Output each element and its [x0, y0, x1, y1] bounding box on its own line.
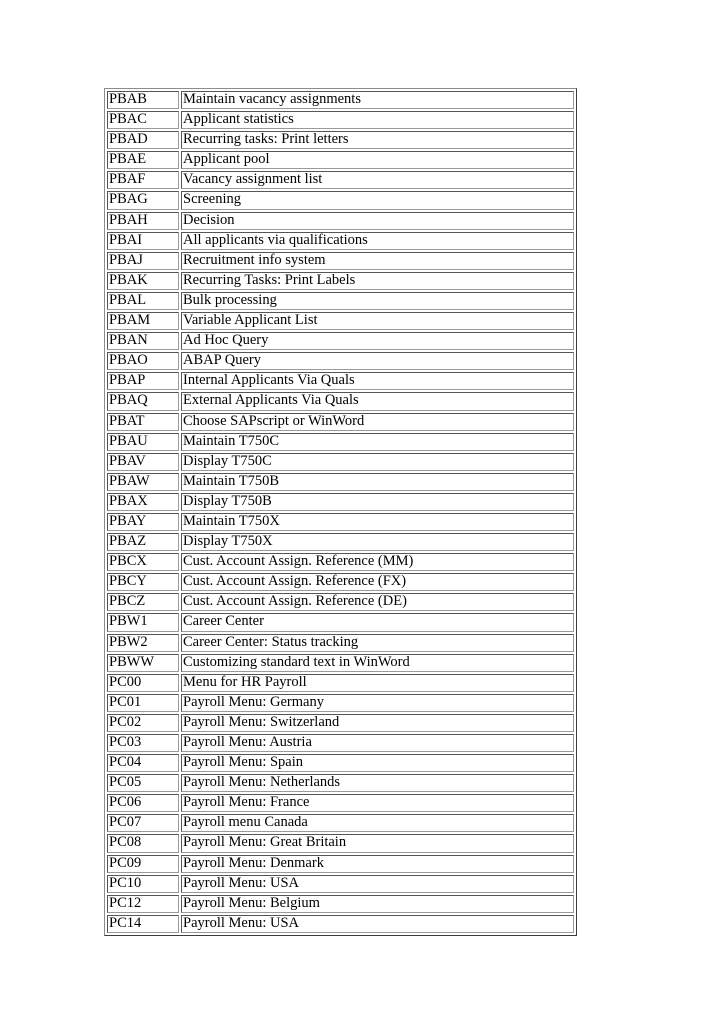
transaction-description-cell: Payroll Menu: Germany: [181, 694, 574, 712]
transaction-description-cell: All applicants via qualifications: [181, 232, 574, 250]
table-row: [106, 190, 575, 210]
table-row: [106, 693, 575, 713]
transaction-code-cell: PBAX: [107, 493, 179, 511]
transaction-code-cell: PC00: [107, 674, 179, 692]
transaction-code-cell: PBAN: [107, 332, 179, 350]
transaction-code-cell: PBAK: [107, 272, 179, 290]
table-row: [106, 432, 575, 452]
transaction-code-cell: PBAH: [107, 212, 179, 230]
transaction-code-cell: PC07: [107, 814, 179, 832]
table-row: [106, 592, 575, 612]
transaction-code-cell: PBAT: [107, 413, 179, 431]
table-row: [106, 170, 575, 190]
transaction-code-cell: PBCZ: [107, 593, 179, 611]
transaction-description-cell: Decision: [181, 212, 574, 230]
transaction-code-cell: PC05: [107, 774, 179, 792]
transaction-description-cell: Payroll Menu: Austria: [181, 734, 574, 752]
transaction-description-cell: Payroll Menu: USA: [181, 915, 574, 933]
transaction-description-cell: Internal Applicants Via Quals: [181, 372, 574, 390]
transaction-description-cell: Display T750C: [181, 453, 574, 471]
transaction-code-cell: PBAQ: [107, 392, 179, 410]
transaction-description-cell: Career Center: Status tracking: [181, 634, 574, 652]
transaction-description-cell: Maintain T750X: [181, 513, 574, 531]
transaction-code-cell: PBAF: [107, 171, 179, 189]
transaction-code-cell: PBCX: [107, 553, 179, 571]
transaction-description-cell: Career Center: [181, 613, 574, 631]
table-row: [106, 793, 575, 813]
table-row: [106, 492, 575, 512]
transaction-description-cell: Payroll menu Canada: [181, 814, 574, 832]
transaction-description-cell: Bulk processing: [181, 292, 574, 310]
table-row: [106, 733, 575, 753]
table-row: [106, 251, 575, 271]
table-row: [106, 311, 575, 331]
transaction-code-cell: PBAY: [107, 513, 179, 531]
transaction-code-cell: PC03: [107, 734, 179, 752]
transaction-code-cell: PBAZ: [107, 533, 179, 551]
transaction-description-cell: Recurring tasks: Print letters: [181, 131, 574, 149]
transaction-code-cell: PBAD: [107, 131, 179, 149]
transaction-description-cell: Cust. Account Assign. Reference (DE): [181, 593, 574, 611]
transaction-description-cell: Payroll Menu: USA: [181, 875, 574, 893]
transaction-description-cell: Choose SAPscript or WinWord: [181, 413, 574, 431]
transaction-code-cell: PBAP: [107, 372, 179, 390]
transaction-description-cell: Maintain vacancy assignments: [181, 91, 574, 109]
transaction-description-cell: Applicant statistics: [181, 111, 574, 129]
transaction-code-cell: PC02: [107, 714, 179, 732]
transaction-description-cell: Applicant pool: [181, 151, 574, 169]
table-row: [106, 612, 575, 632]
transaction-description-cell: Payroll Menu: Belgium: [181, 895, 574, 913]
transaction-code-cell: PC04: [107, 754, 179, 772]
transaction-code-cell: PC14: [107, 915, 179, 933]
transaction-description-cell: Payroll Menu: Switzerland: [181, 714, 574, 732]
table-row: [106, 271, 575, 291]
table-row: [106, 452, 575, 472]
transaction-code-cell: PBWW: [107, 654, 179, 672]
transaction-description-cell: Customizing standard text in WinWord: [181, 654, 574, 672]
table-row: [106, 833, 575, 853]
table-row: [106, 914, 575, 934]
transaction-code-cell: PC08: [107, 834, 179, 852]
transaction-description-cell: Cust. Account Assign. Reference (FX): [181, 573, 574, 591]
transaction-description-cell: External Applicants Via Quals: [181, 392, 574, 410]
transaction-code-table: [104, 88, 577, 936]
transaction-description-cell: Payroll Menu: Denmark: [181, 855, 574, 873]
transaction-code-cell: PBAU: [107, 433, 179, 451]
table-row: [106, 150, 575, 170]
table-row: [106, 673, 575, 693]
table-row: [106, 773, 575, 793]
transaction-description-cell: Display T750X: [181, 533, 574, 551]
table-row: [106, 130, 575, 150]
table-row: [106, 472, 575, 492]
table-row: [106, 90, 575, 110]
transaction-code-cell: PBAC: [107, 111, 179, 129]
transaction-description-cell: Cust. Account Assign. Reference (MM): [181, 553, 574, 571]
transaction-description-cell: Payroll Menu: France: [181, 794, 574, 812]
table-row: [106, 412, 575, 432]
table-row: [106, 351, 575, 371]
transaction-description-cell: Maintain T750B: [181, 473, 574, 491]
transaction-code-cell: PBAL: [107, 292, 179, 310]
table-row: [106, 371, 575, 391]
transaction-code-cell: PBAB: [107, 91, 179, 109]
transaction-code-cell: PC01: [107, 694, 179, 712]
transaction-code-cell: PBAI: [107, 232, 179, 250]
table-row: [106, 110, 575, 130]
transaction-code-cell: PC10: [107, 875, 179, 893]
transaction-description-cell: Display T750B: [181, 493, 574, 511]
transaction-code-cell: PBW2: [107, 634, 179, 652]
transaction-description-cell: Payroll Menu: Spain: [181, 754, 574, 772]
transaction-description-cell: Recruitment info system: [181, 252, 574, 270]
table-row: [106, 512, 575, 532]
table-row: [106, 894, 575, 914]
transaction-description-cell: Ad Hoc Query: [181, 332, 574, 350]
transaction-code-cell: PC09: [107, 855, 179, 873]
transaction-description-cell: Variable Applicant List: [181, 312, 574, 330]
table-row: [106, 231, 575, 251]
table-row: [106, 713, 575, 733]
table-row: [106, 854, 575, 874]
transaction-code-cell: PBAW: [107, 473, 179, 491]
transaction-description-cell: ABAP Query: [181, 352, 574, 370]
table-row: [106, 552, 575, 572]
table-row: [106, 391, 575, 411]
table-row: [106, 813, 575, 833]
transaction-description-cell: Vacancy assignment list: [181, 171, 574, 189]
transaction-description-cell: Menu for HR Payroll: [181, 674, 574, 692]
table-row: [106, 291, 575, 311]
table-row: [106, 532, 575, 552]
table-row: [106, 753, 575, 773]
table-row: [106, 331, 575, 351]
transaction-code-cell: PBAG: [107, 191, 179, 209]
transaction-code-cell: PBCY: [107, 573, 179, 591]
table-row: [106, 572, 575, 592]
transaction-description-cell: Payroll Menu: Netherlands: [181, 774, 574, 792]
transaction-code-cell: PBAV: [107, 453, 179, 471]
table-row: [106, 874, 575, 894]
table-row: [106, 211, 575, 231]
transaction-code-cell: PBW1: [107, 613, 179, 631]
transaction-code-cell: PC12: [107, 895, 179, 913]
transaction-description-cell: Recurring Tasks: Print Labels: [181, 272, 574, 290]
transaction-code-cell: PBAE: [107, 151, 179, 169]
table-row: [106, 633, 575, 653]
transaction-code-cell: PBAO: [107, 352, 179, 370]
transaction-code-cell: PC06: [107, 794, 179, 812]
transaction-description-cell: Payroll Menu: Great Britain: [181, 834, 574, 852]
transaction-description-cell: Screening: [181, 191, 574, 209]
table-row: [106, 653, 575, 673]
transaction-description-cell: Maintain T750C: [181, 433, 574, 451]
transaction-code-cell: PBAJ: [107, 252, 179, 270]
transaction-code-cell: PBAM: [107, 312, 179, 330]
